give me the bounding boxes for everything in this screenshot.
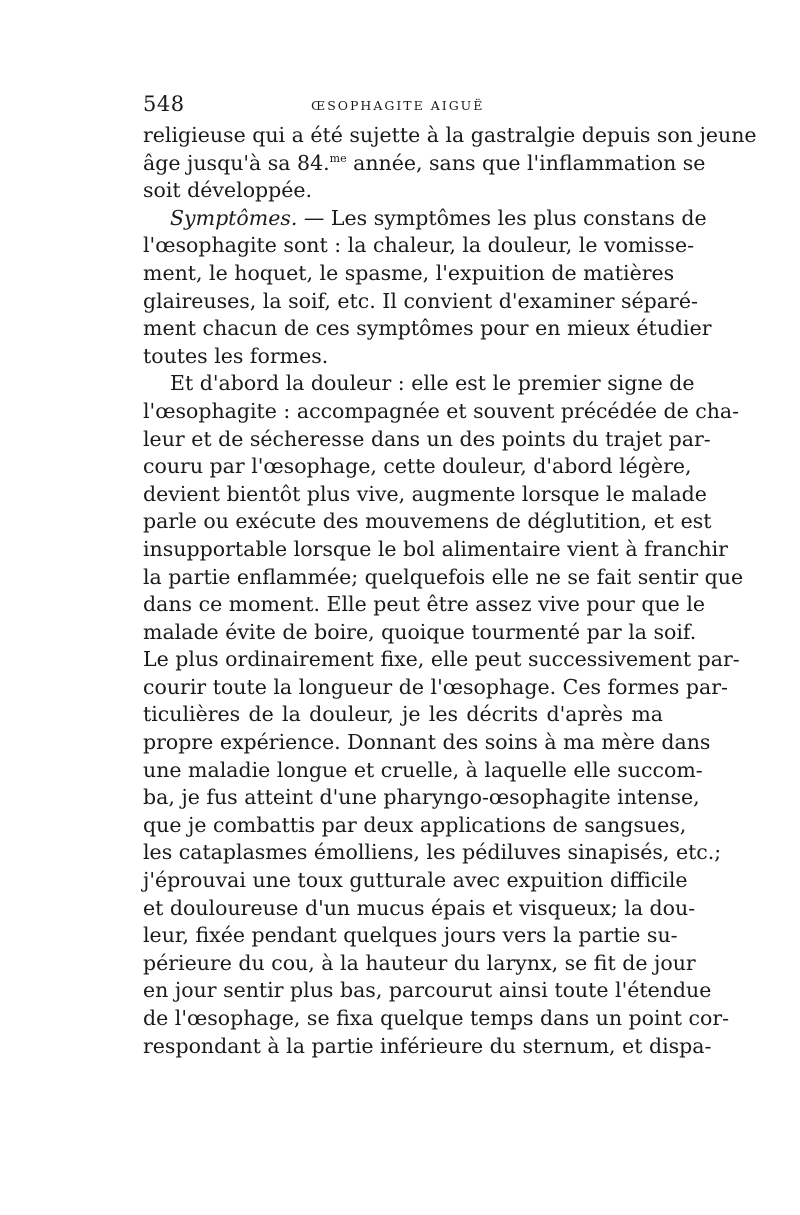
text-line: l'œsophagite sont : la chaleur, la douleur, le vomisse- — [143, 233, 695, 258]
text-line: que je combattis par deux applications de sangsues, — [143, 812, 687, 837]
book-page — [143, 92, 757, 1060]
text-line: Symptômes. — Les symptômes les plus constans de — [170, 205, 707, 230]
text-line: périeure du cou, à la hauteur du larynx, se fit de jour — [143, 950, 696, 975]
body-text — [143, 122, 757, 1060]
text-line: et douloureuse d'un mucus épais et visqueux; la dou- — [143, 895, 696, 920]
text-line: courir toute la longueur de l'œsophage. Ces formes par- — [143, 674, 728, 699]
text-line: de l'œsophage, se fixa quelque temps dans un point cor- — [143, 1006, 730, 1030]
text-line: ment chacun de ces symptômes pour en mieux étudier — [143, 316, 712, 341]
text-line: leur, fixée pendant quelques jours vers la partie su- — [143, 923, 678, 948]
text-line: soit développée. — [143, 178, 313, 203]
text-line: Le plus ordinairement fixe, elle peut successivement par- — [143, 647, 740, 672]
text-line: respondant à la partie inférieure du sternum, et dispa- — [143, 1033, 712, 1058]
text-line: en jour sentir plus bas, parcourut ainsi toute l'étendue — [143, 978, 712, 1003]
text-line: insupportable lorsque le bol alimentaire vient à franchir — [143, 536, 728, 561]
text-line: leur et de sécheresse dans un des points du trajet par- — [143, 426, 711, 451]
superscript: me — [329, 151, 347, 165]
section-heading: Symptômes. — [170, 205, 298, 230]
running-title: ŒSOPHAGITE AIGUË — [311, 98, 485, 113]
text-line: toutes les formes. — [143, 343, 329, 368]
text-line: parle ou exécute des mouvemens de déglutition, et est — [143, 509, 712, 534]
running-head — [143, 92, 663, 122]
text-line: âge jusqu'à sa 84.$^{me}$ année, sans que l'inflammation se — [143, 150, 706, 175]
text-line: glaireuses, la soif, etc. Il convient d'examiner séparé- — [143, 288, 698, 313]
text-line: religieuse qui a été sujette à la gastralgie depuis son jeune — [143, 123, 757, 147]
text-line: Et d'abord la douleur : elle est le premier signe de — [170, 371, 695, 396]
text-line: l'œsophagite : accompagnée et souvent précédée de cha- — [143, 398, 740, 423]
page-number: 548 — [143, 92, 185, 116]
text-line: couru par l'œsophage, cette douleur, d'abord légère, — [143, 454, 692, 479]
text-line: dans ce moment. Elle peut être assez vive pour que le — [143, 592, 706, 617]
text-line: une maladie longue et cruelle, à laquelle elle succom- — [143, 757, 703, 782]
text-line: les cataplasmes émolliens, les pédiluves sinapisés, etc.; — [143, 840, 722, 865]
text-line: j'éprouvai une toux gutturale avec expuition difficile — [143, 868, 688, 893]
text-line: malade évite de boire, quoique tourmenté par la soif. — [143, 619, 697, 644]
text-line: la partie enflammée; quelquefois elle ne se fait sentir que — [143, 564, 744, 589]
text-line: propre expérience. Donnant des soins à ma mère dans — [143, 730, 711, 755]
text-line: devient bientôt plus vive, augmente lorsque le malade — [143, 481, 707, 506]
text-line: ba, je fus atteint d'une pharyngo-œsophagite intense, — [143, 785, 700, 810]
text-line: ment, le hoquet, le spasme, l'expuition de matières — [143, 260, 675, 285]
text-line: ticulières de la douleur, je les décrits d'après ma — [143, 702, 663, 727]
